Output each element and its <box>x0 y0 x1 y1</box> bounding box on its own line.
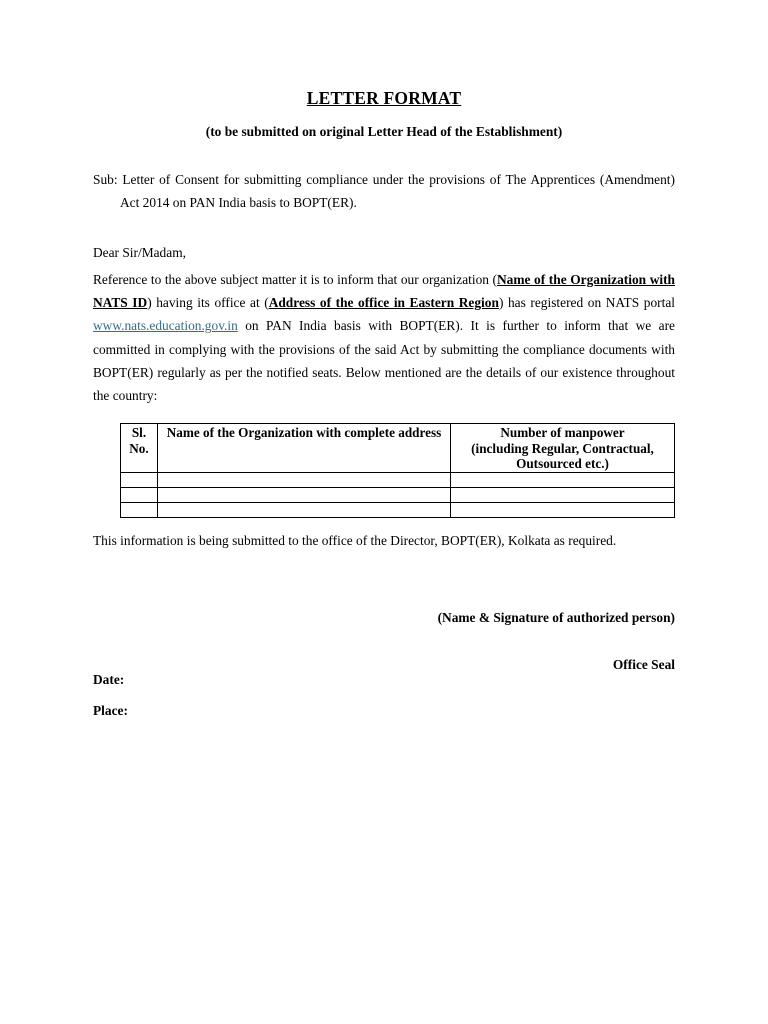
info-text: This information is being submitted to the office of the Director, BOPT(ER), Kolkata as required. <box>93 533 617 548</box>
table-row <box>121 502 675 517</box>
header-sl-no: Sl. No. <box>121 424 158 473</box>
body-text-4: on PAN India basis with BOPT(ER). It is further to inform that we are committed in complying with the provisions of the said Act by submitting the compliance documents with BOPT(ER) regularly as per the notified seats. Below mentioned are the details of our existence throughout the country: <box>93 318 675 404</box>
signature-label: (Name & Signature of authorized person) <box>437 610 675 625</box>
place-label: Place: <box>93 703 128 718</box>
body-paragraph <box>93 268 675 407</box>
date-label: Date: <box>93 672 125 687</box>
org-name-placeholder: Name of the Organization with NATS ID <box>93 272 675 311</box>
header-manpower <box>451 424 675 473</box>
body-text-3: ) has registered on NATS portal <box>498 295 675 311</box>
body-text-1: Reference to the above subject matter it is to inform that our organization ( <box>93 272 498 287</box>
subject-line: Sub: Letter of Consent for submitting compliance under the provisions of The Apprentices (Amendment) Act 2014 on PAN India basis to BOPT(ER). <box>93 172 675 210</box>
table-cell <box>121 502 158 517</box>
header-org-name: Name of the Organization with complete address <box>158 424 451 473</box>
body-text-2: ) having its office at ( <box>147 295 269 311</box>
table-cell <box>451 487 675 502</box>
table-cell <box>158 472 451 487</box>
table-cell <box>158 502 451 517</box>
address-placeholder: Address of the office in Eastern Region <box>268 295 499 311</box>
page-title: LETTER FORMAT <box>306 88 462 108</box>
table-cell <box>451 502 675 517</box>
table-cell <box>451 472 675 487</box>
header-manpower-line1: Number of manpower <box>500 425 625 440</box>
table-cell <box>121 487 158 502</box>
details-table <box>120 423 675 518</box>
table-cell <box>121 472 158 487</box>
table-row <box>121 487 675 502</box>
office-seal-label: Office Seal <box>612 657 675 672</box>
salutation: Dear Sir/Madam, <box>93 245 186 260</box>
header-manpower-line2: (including Regular, Contractual, Outsourced etc.) <box>471 440 654 471</box>
table-header-row <box>121 424 675 473</box>
nats-portal-link[interactable]: www.nats.education.gov.in <box>93 318 238 334</box>
table-row <box>121 472 675 487</box>
page-subtitle: (to be submitted on original Letter Head of the Establishment) <box>205 124 563 139</box>
table-cell <box>158 487 451 502</box>
